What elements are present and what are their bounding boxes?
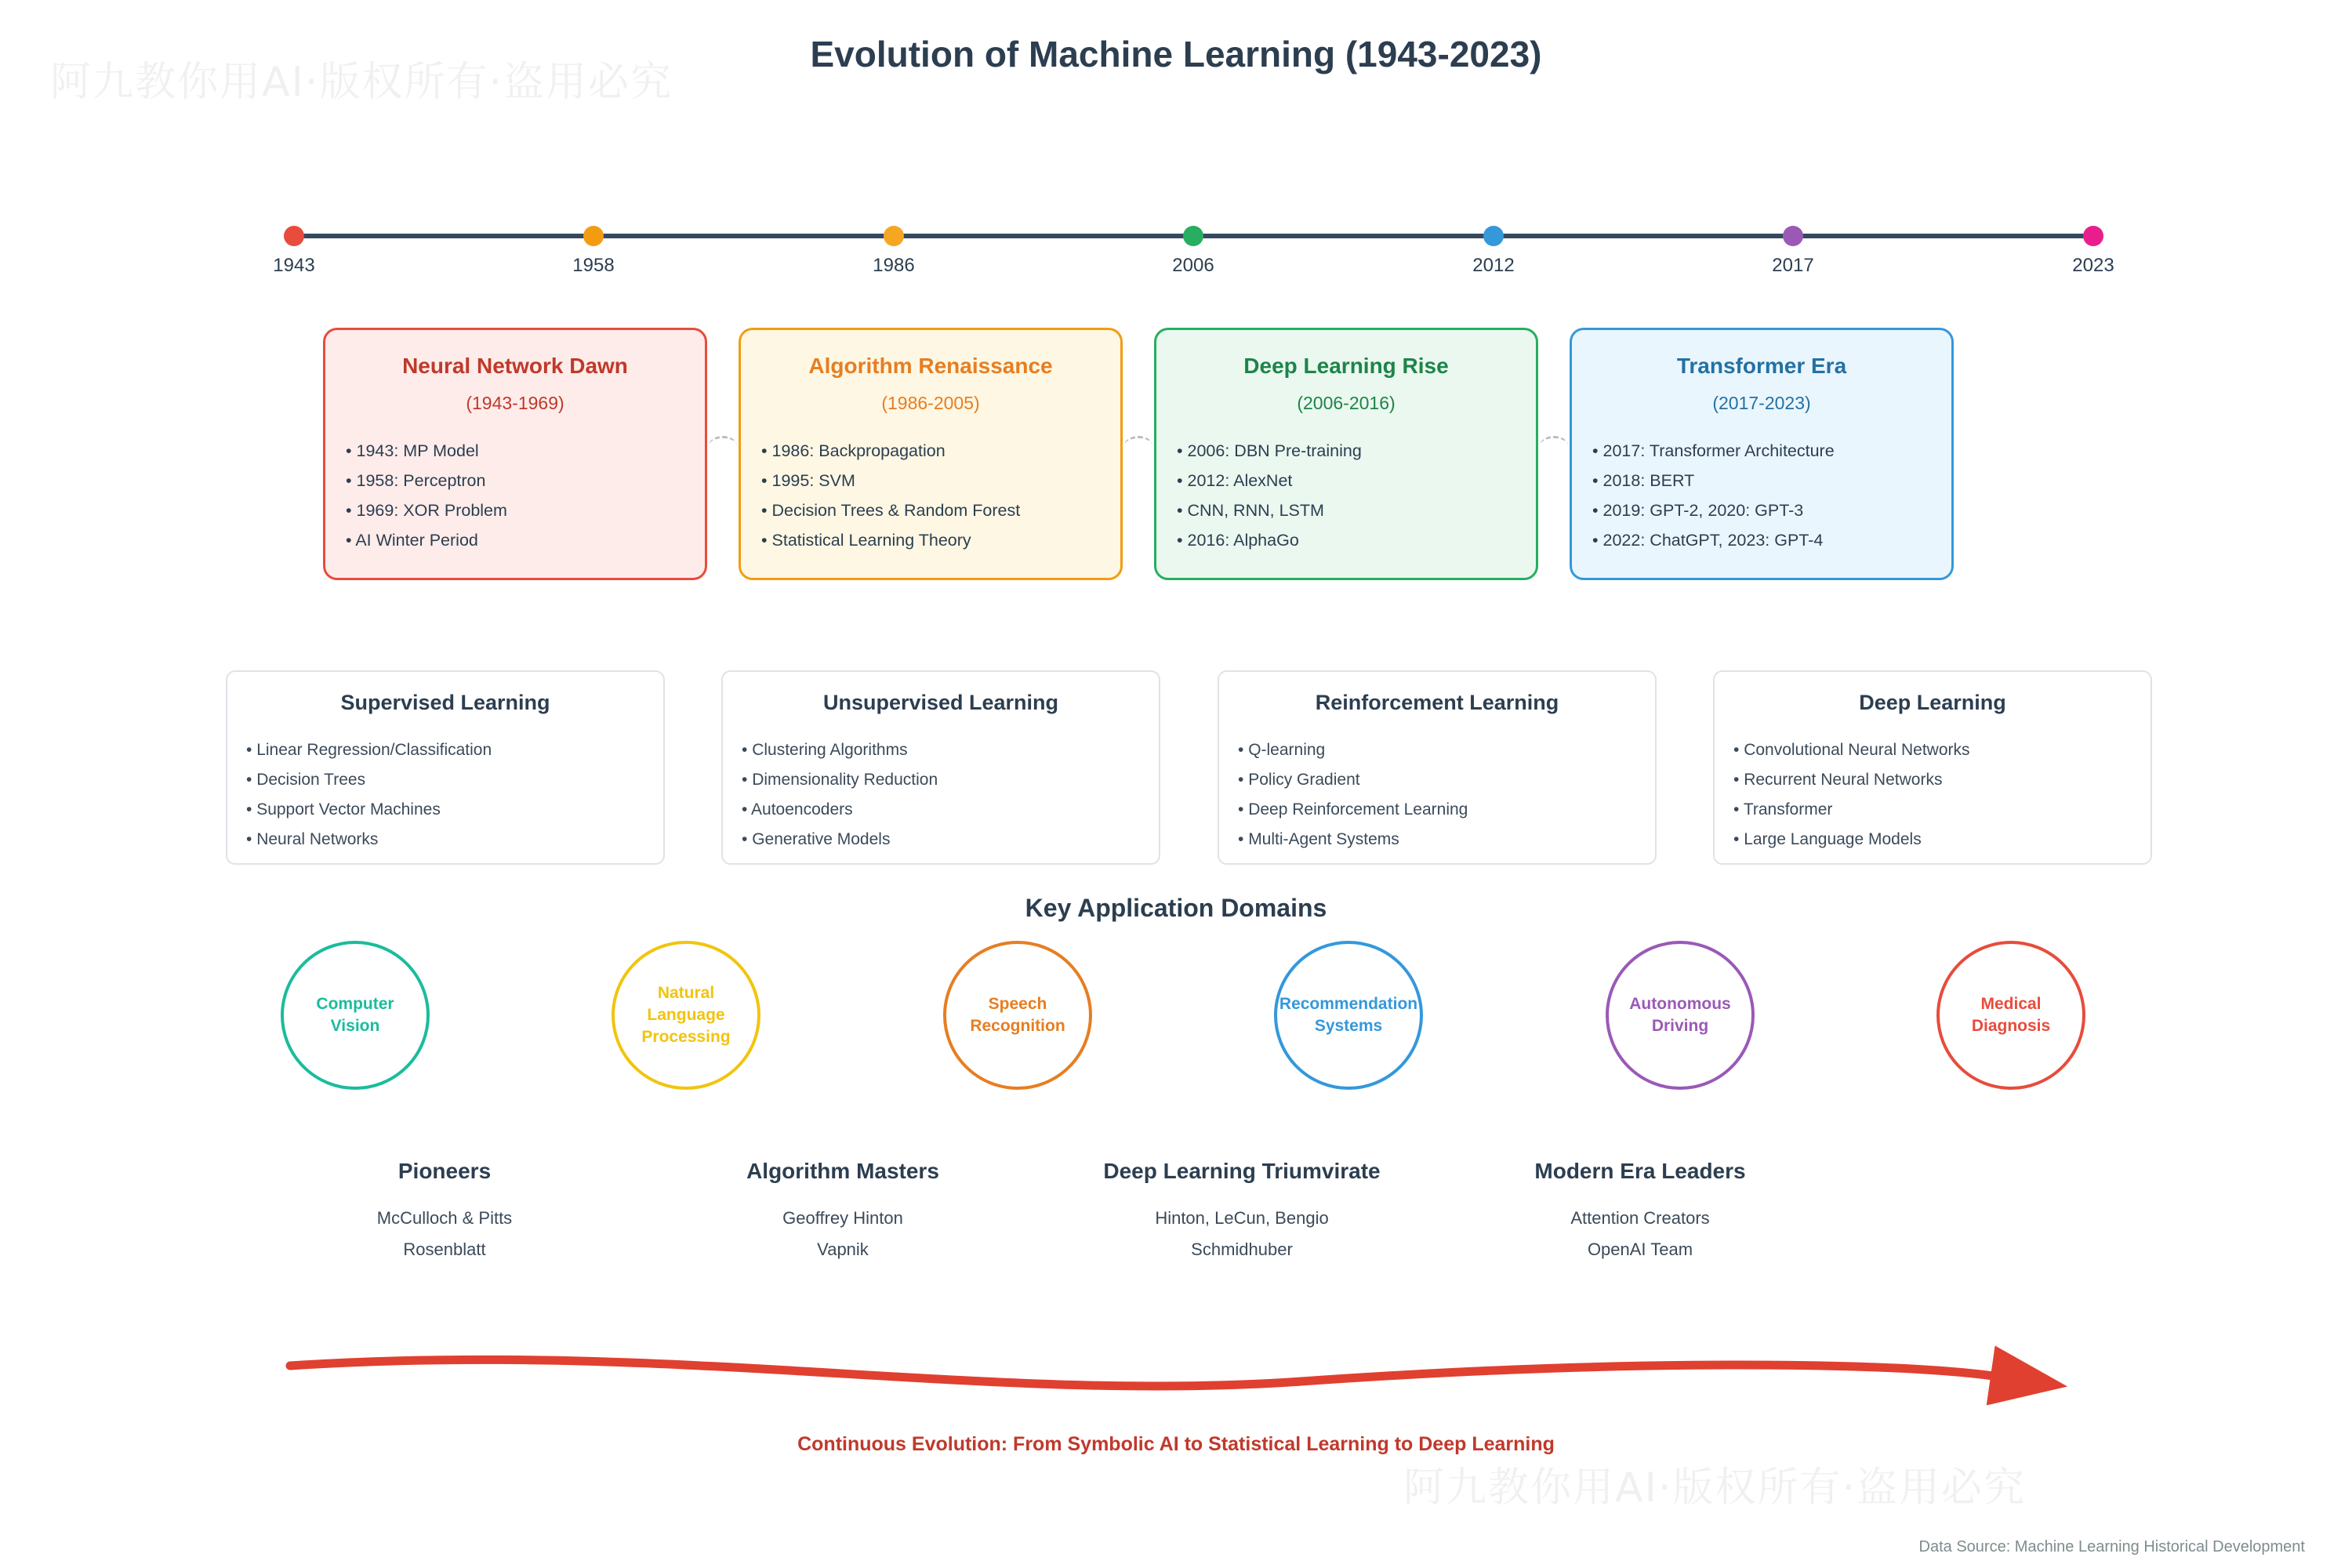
- timeline-year-label: 2017: [1772, 255, 1814, 276]
- timeline-node: [1183, 226, 1203, 246]
- category-card[interactable]: [721, 670, 1160, 865]
- source-note: Data Source: Machine Learning Historical Development: [1918, 1538, 2305, 1555]
- domain-label: Speech Recognition: [970, 995, 1065, 1035]
- era-item: • CNN, RNN, LSTM: [1177, 495, 1515, 525]
- era-item: • Decision Trees & Random Forest: [761, 495, 1100, 525]
- people-group: [1452, 1159, 1828, 1265]
- category-item-list: [1733, 735, 2132, 855]
- era-connector: [1124, 436, 1152, 456]
- timeline-year-label: 2006: [1172, 255, 1214, 276]
- people-name: OpenAI Team: [1587, 1240, 1693, 1259]
- bottom-caption: Continuous Evolution: From Symbolic AI to Statistical Learning to Deep Learning: [797, 1433, 1555, 1455]
- category-item: • Large Language Models: [1733, 825, 2132, 855]
- people-name: Schmidhuber: [1191, 1240, 1293, 1259]
- people-name-list: [1452, 1203, 1828, 1265]
- people-name: Vapnik: [817, 1240, 869, 1259]
- people-group-title: Modern Era Leaders: [1534, 1159, 1746, 1183]
- people-group-title: Deep Learning Triumvirate: [1103, 1159, 1381, 1183]
- timeline-node: [884, 226, 904, 246]
- category-card[interactable]: [1713, 670, 2152, 865]
- category-item: • Convolutional Neural Networks: [1733, 735, 2132, 765]
- era-item: • 1958: Perceptron: [346, 466, 684, 495]
- era-range: (2017-2023): [1712, 393, 1811, 413]
- domain-label: Computer Vision: [316, 995, 394, 1035]
- era-title: Neural Network Dawn: [402, 354, 628, 378]
- timeline-year-label: 1943: [273, 255, 315, 276]
- evolution-arrow: [282, 1333, 2085, 1427]
- watermark-bottom: 阿九教你用AI·版权所有·盗用必究: [1403, 1465, 2026, 1512]
- people-group-title: Pioneers: [397, 1159, 492, 1183]
- domain-label: Autonomous Driving: [1629, 995, 1731, 1035]
- category-card[interactable]: [1218, 670, 1657, 865]
- people-name: Geoffrey Hinton: [782, 1208, 903, 1228]
- category-item-list: [246, 735, 644, 855]
- era-item: • 1986: Backpropagation: [761, 436, 1100, 466]
- category-item: • Dimensionality Reduction: [742, 765, 1140, 795]
- category-item: • Support Vector Machines: [246, 795, 644, 825]
- era-item: • 2018: BERT: [1592, 466, 1931, 495]
- era-title: Algorithm Renaissance: [808, 354, 1053, 378]
- domain-circle[interactable]: [943, 941, 1092, 1090]
- people-name: McCulloch & Pitts: [376, 1208, 513, 1228]
- domain-circle[interactable]: [1606, 941, 1755, 1090]
- domain-label: Recommendation Systems: [1279, 995, 1418, 1035]
- category-card[interactable]: [226, 670, 665, 865]
- timeline-year-label: 1958: [572, 255, 615, 276]
- era-item: • AI Winter Period: [346, 525, 684, 555]
- era-item: • 1943: MP Model: [346, 436, 684, 466]
- era-item-list: [1592, 436, 1931, 555]
- era-card[interactable]: [1154, 328, 1538, 580]
- domain-circle[interactable]: [281, 941, 430, 1090]
- era-item: • 2006: DBN Pre-training: [1177, 436, 1515, 466]
- category-title: Unsupervised Learning: [822, 691, 1059, 714]
- era-item: • 2019: GPT-2, 2020: GPT-3: [1592, 495, 1931, 525]
- page-title: Evolution of Machine Learning (1943-2023): [810, 34, 1542, 74]
- people-name-list: [655, 1203, 1031, 1265]
- people-name: Attention Creators: [1570, 1208, 1710, 1228]
- era-title: Transformer Era: [1676, 354, 1847, 378]
- category-title: Deep Learning: [1859, 691, 2006, 714]
- era-card[interactable]: [739, 328, 1123, 580]
- timeline-node: [1483, 226, 1504, 246]
- era-item: • 2022: ChatGPT, 2023: GPT-4: [1592, 525, 1931, 555]
- era-range: (2006-2016): [1297, 393, 1396, 413]
- timeline-year-label: 1986: [873, 255, 915, 276]
- timeline-node: [284, 226, 304, 246]
- category-item-list: [1238, 735, 1636, 855]
- era-connector: [1540, 436, 1568, 456]
- category-item: • Transformer: [1733, 795, 2132, 825]
- timeline-node: [1783, 226, 1803, 246]
- category-item: • Generative Models: [742, 825, 1140, 855]
- category-item: • Multi-Agent Systems: [1238, 825, 1636, 855]
- domain-circle[interactable]: [612, 941, 760, 1090]
- category-item: • Linear Regression/Classification: [246, 735, 644, 765]
- era-item: • 1995: SVM: [761, 466, 1100, 495]
- category-item: • Recurrent Neural Networks: [1733, 765, 2132, 795]
- era-card[interactable]: [1570, 328, 1954, 580]
- category-item: • Autoencoders: [742, 795, 1140, 825]
- era-connector: [709, 436, 737, 456]
- timeline-year-label: 2012: [1472, 255, 1515, 276]
- category-item: • Q-learning: [1238, 735, 1636, 765]
- people-name: Rosenblatt: [403, 1240, 486, 1259]
- timeline-node: [583, 226, 604, 246]
- era-title: Deep Learning Rise: [1243, 354, 1449, 378]
- category-item: • Neural Networks: [246, 825, 644, 855]
- era-item: • 1969: XOR Problem: [346, 495, 684, 525]
- category-title: Supervised Learning: [340, 691, 550, 714]
- category-item: • Policy Gradient: [1238, 765, 1636, 795]
- people-name: Hinton, LeCun, Bengio: [1155, 1208, 1329, 1228]
- category-item-list: [742, 735, 1140, 855]
- category-item: • Decision Trees: [246, 765, 644, 795]
- people-name-list: [256, 1203, 633, 1265]
- era-range: (1943-1969): [466, 393, 564, 413]
- era-item: • 2017: Transformer Architecture: [1592, 436, 1931, 466]
- domain-label: Natural Language Processing: [641, 984, 731, 1046]
- domain-label: Medical Diagnosis: [1971, 995, 2051, 1035]
- era-item-list: [1177, 436, 1515, 555]
- people-group: [1054, 1159, 1430, 1265]
- era-item: • Statistical Learning Theory: [761, 525, 1100, 555]
- category-title: Reinforcement Learning: [1315, 691, 1559, 714]
- era-range: (1986-2005): [881, 393, 980, 413]
- category-item: • Clustering Algorithms: [742, 735, 1140, 765]
- people-group: [256, 1159, 633, 1265]
- era-card[interactable]: [323, 328, 707, 580]
- domain-circle[interactable]: [1936, 941, 2085, 1090]
- era-item: • 2012: AlexNet: [1177, 466, 1515, 495]
- domains-section-title: Key Application Domains: [1025, 894, 1327, 922]
- people-group-title: Algorithm Masters: [746, 1159, 939, 1183]
- timeline-node: [2083, 226, 2103, 246]
- timeline-year-label: 2023: [2072, 255, 2114, 276]
- watermark-top: 阿九教你用AI·版权所有·盗用必究: [50, 59, 673, 106]
- era-item: • 2016: AlphaGo: [1177, 525, 1515, 555]
- era-item-list: [346, 436, 684, 555]
- people-name-list: [1054, 1203, 1430, 1265]
- era-item-list: [761, 436, 1100, 555]
- category-item: • Deep Reinforcement Learning: [1238, 795, 1636, 825]
- people-group: [655, 1159, 1031, 1265]
- domain-circle[interactable]: [1274, 941, 1423, 1090]
